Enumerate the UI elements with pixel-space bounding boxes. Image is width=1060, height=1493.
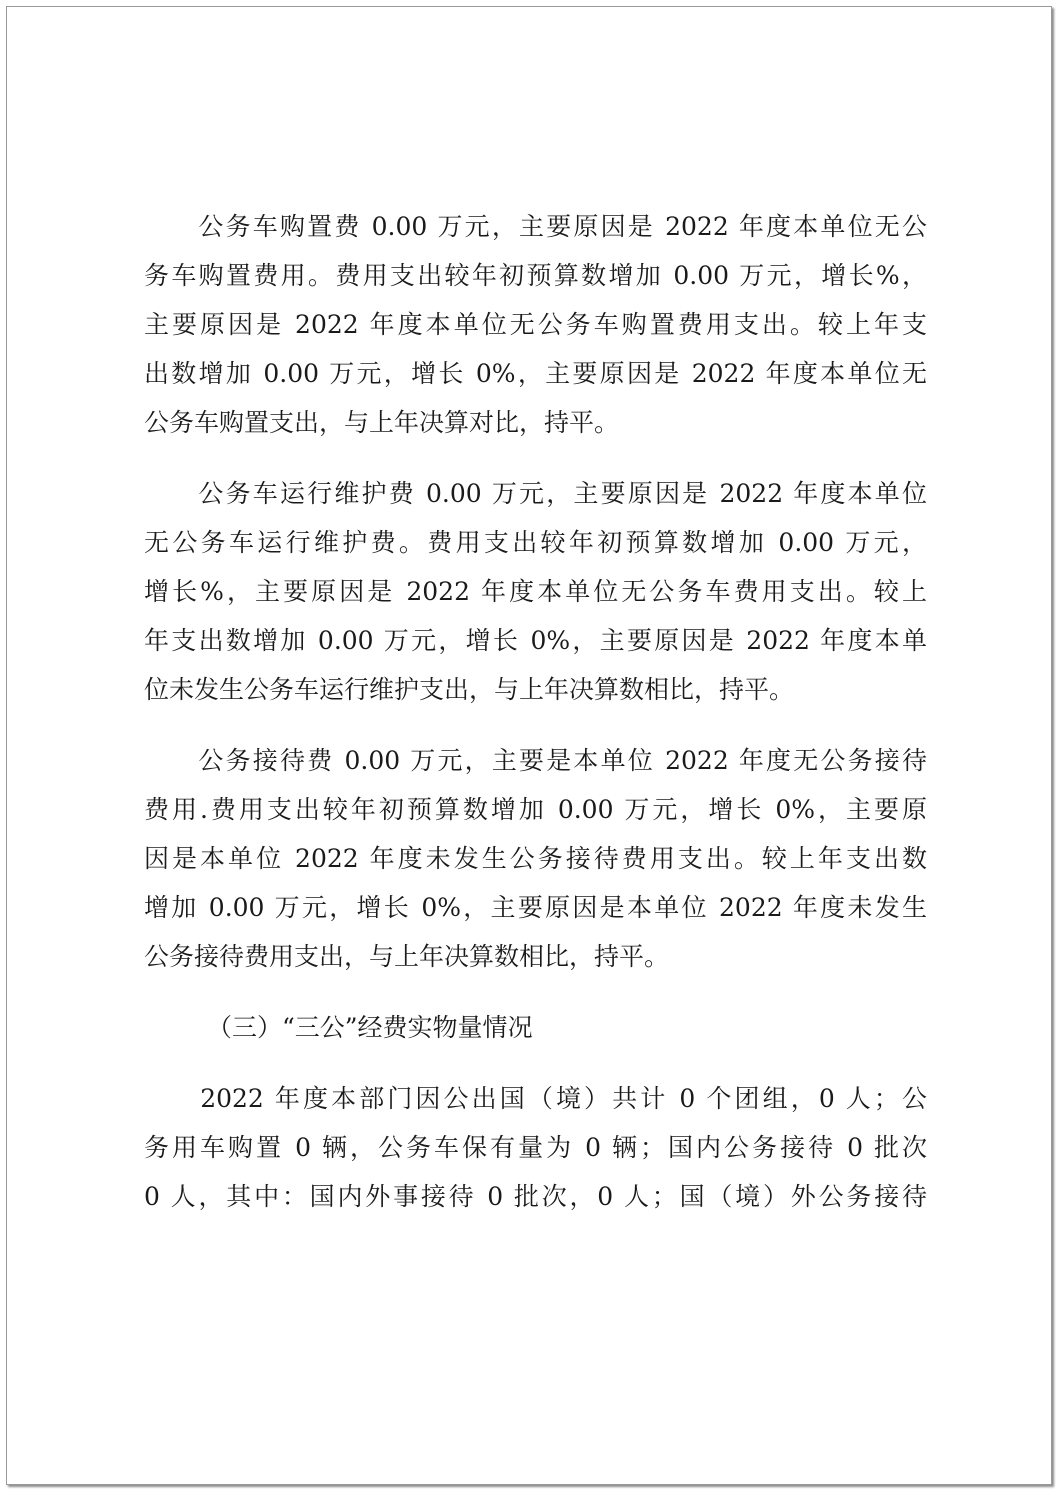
text-line: 增长%，主要原因是 2022 年度本单位无公务车费用支出。较上: [144, 577, 927, 606]
paragraph-physical-quantity: [144, 1074, 927, 1221]
text-line: 增加 0.00 万元，增长 0%，主要原因是本单位 2022 年度未发生: [144, 893, 927, 922]
document-body: [144, 202, 927, 1243]
text-line: 位未发生公务车运行维护支出，与上年决算数相比，持平。: [144, 675, 795, 704]
text-line: 务车购置费用。费用支出较年初预算数增加 0.00 万元，增长%，: [144, 261, 927, 290]
text-line: 年支出数增加 0.00 万元，增长 0%，主要原因是 2022 年度本单: [144, 626, 927, 655]
text-line: 无公务车运行维护费。费用支出较年初预算数增加 0.00 万元，: [144, 528, 927, 557]
text-line: 公务接待费 0.00 万元，主要是本单位 2022 年度无公务接待: [144, 746, 927, 775]
text-line: 公务车购置费 0.00 万元，主要原因是 2022 年度本单位无公: [144, 212, 927, 241]
text-line: 出数增加 0.00 万元，增长 0%，主要原因是 2022 年度本单位无: [144, 359, 927, 388]
section-heading: （三）“三公”经费实物量情况: [207, 1013, 533, 1042]
text-line: 公务车运行维护费 0.00 万元，主要原因是 2022 年度本单位: [144, 479, 927, 508]
text-line: 公务车购置支出，与上年决算对比，持平。: [144, 408, 620, 437]
text-line: 主要原因是 2022 年度本单位无公务车购置费用支出。较上年支: [144, 310, 927, 339]
paragraph-vehicle-purchase: [144, 202, 927, 447]
paragraph-vehicle-maintenance: [144, 469, 927, 714]
text-line: 务用车购置 0 辆，公务车保有量为 0 辆；国内公务接待 0 批次: [144, 1133, 927, 1162]
text-line: 因是本单位 2022 年度未发生公务接待费用支出。较上年支出数: [144, 844, 927, 873]
document-page: [6, 6, 1052, 1485]
text-line: 费用.费用支出较年初预算数增加 0.00 万元，增长 0%，主要原: [144, 795, 927, 824]
text-line: 0 人，其中：国内外事接待 0 批次，0 人；国（境）外公务接待: [144, 1182, 927, 1211]
text-line: 公务接待费用支出，与上年决算数相比，持平。: [144, 942, 670, 971]
paragraph-reception: [144, 736, 927, 981]
text-line: 2022 年度本部门因公出国（境）共计 0 个团组，0 人；公: [144, 1084, 927, 1113]
